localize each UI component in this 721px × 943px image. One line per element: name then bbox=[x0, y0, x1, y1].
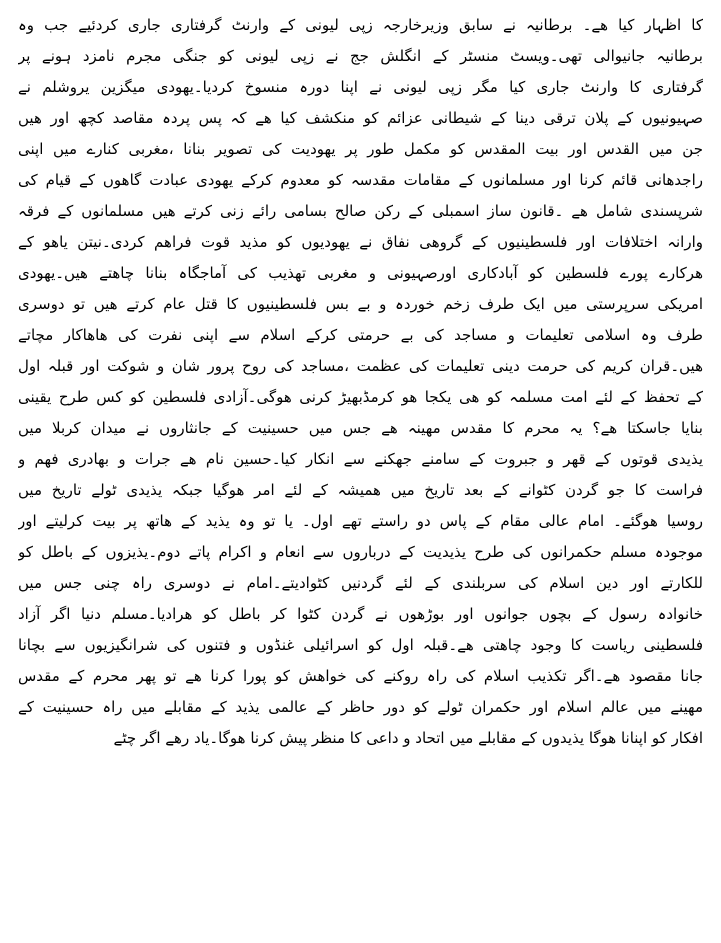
urdu-article-text bbox=[18, 10, 703, 754]
text-line: شرپسندی شامل ھے ۔قانون ساز اسمبلی کے رکن صالح بسامی رائے زنی کرتے ھیں مسلمانوں کے فرقہ bbox=[18, 202, 703, 220]
text-line: امریکی سرپرستی میں ایک طرف زخم خوردہ و بے بس فلسطینیوں کا قتل عام کرتے ھیں تو دوسری bbox=[18, 295, 703, 313]
text-line: یذیدی قوتوں کے قھر و جبروت کے سامنے جھکنے سے انکار کیا۔حسین نام ھے جرات و بھادری فھم و bbox=[18, 450, 703, 468]
text-line: ھیں۔قران کریم کی حرمت دینی تعلیمات کی عظمت ،مساجد کی روح پرور شان و شوکت اور قبلہ اول bbox=[18, 357, 703, 375]
text-line: کے تحفظ کے لئے امت مسلمہ کو ھی یکجا ھو کرمڈبھیڑ کرنی ھوگی۔آزادی فلسطین کو کس طرح یقینی bbox=[18, 388, 703, 406]
text-line: جانا مقصود ھے۔اگر تکذیب اسلام کی راہ روکنے کی خواھش کو پورا کرنا ھے تو پھر محرم کے مقدس bbox=[18, 667, 703, 685]
text-line: روسیا ھوگئے۔ امام عالی مقام کے پاس دو راستے تھے اول۔ یا تو وہ یذید کے ھاتھ پر بیت کرلیتے اور bbox=[18, 512, 703, 530]
text-line: برطانیہ جانیوالی تھی۔ویسٹ منسٹر کے انگلش جج نے زپی لیونی کو جنگی مجرم نامزد ہونے پر bbox=[18, 47, 703, 65]
text-line: موجودہ مسلم حکمرانوں کی طرح یذیدیت کے درباروں سے انعام و اکرام پاتے دوم۔یذیزوں کے باطل کو bbox=[18, 543, 703, 561]
text-line: افکار کو اپنانا ھوگا یذیدوں کے مقابلے میں اتحاد و داعی کا منظر پیش کرنا ھوگا۔یاد رھے اگر چٹے bbox=[113, 729, 703, 747]
text-line: صہیونیوں کے پلان ترقی دینا کے شیطانی عزائم کو منکشف کیا ھے کہ پس پردہ مقاصد کچھ اور ھیں bbox=[18, 109, 703, 127]
text-line: گرفتاری کا وارنٹ جاری کیا مگر زپی لیونی نے اپنا دورہ منسوخ کردیا۔یھودی میگزین یروشلم نے bbox=[18, 78, 703, 96]
text-line: للکارتے اور دین اسلام کی سربلندی کے لئے گردنیں کٹوادیتے۔امام نے دوسری راہ چنی جس میں bbox=[18, 574, 703, 592]
text-line: وارانہ اختلافات اور فلسطینیوں کے گروھی نفاق نے یھودیوں کو مذید قوت فراھم کردی۔نیتن یاھو کے bbox=[18, 233, 703, 251]
text-line: ھرکارے پورے فلسطین کو آبادکاری اورصہیونی و مغربی تھذیب کی آماجگاہ بنانا چاھتے ھیں۔یھودی bbox=[18, 264, 703, 282]
text-line: خانوادہ رسول کے بچوں جوانوں اور بوڑھوں نے گردن کٹوا کر باطل کو ھرادیا۔مسلم دنیا اگر آزاد bbox=[18, 605, 703, 623]
text-line: کا اظہار کیا ھے۔ برطانیہ نے سابق وزیرخارجہ زپی لیونی کے وارنٹ گرفتاری جاری کردئیے جب وہ bbox=[18, 16, 703, 34]
text-line: بنایا جاسکتا ھے؟ یہ محرم کا مقدس مھینہ ھے جس میں حسینیت کے جانثاروں نے میدان کربلا میں bbox=[18, 419, 703, 437]
text-line: جن میں القدس اور بیت المقدس کو مکمل طور پر یھودیت کی تصویر بنانا ،مغربی کنارے میں اپنی bbox=[18, 140, 703, 158]
text-line: مھینے میں عالم اسلام اور حکمران ٹولے کو دور حاظر کے عالمی یذید کے مقابلے میں راہ حسینیت کے bbox=[18, 698, 703, 716]
text-line: فلسطینی ریاست کا وجود چاھتی ھے۔قبلہ اول کو اسرائیلی غنڈوں و فتنوں کی شرانگیزیوں سے بچانا bbox=[18, 636, 703, 654]
text-line: فراست کا جو گردن کٹوانے کے بعد تاریخ میں ھمیشہ کے لئے امر ھوگیا جبکہ یذیدی ٹولے تاریخ میں bbox=[18, 481, 703, 499]
text-line: راجدھانی قائم کرنا اور مسلمانوں کے مقامات مقدسہ کو معدوم کرکے یھودی عبادت گاھوں کے قیام کی bbox=[18, 171, 703, 189]
text-line: طرف وہ اسلامی تعلیمات و مساجد کی بے حرمتی کرکے اسلام سے اپنی نفرت کی ھاھاکار مچاتے bbox=[18, 326, 703, 344]
